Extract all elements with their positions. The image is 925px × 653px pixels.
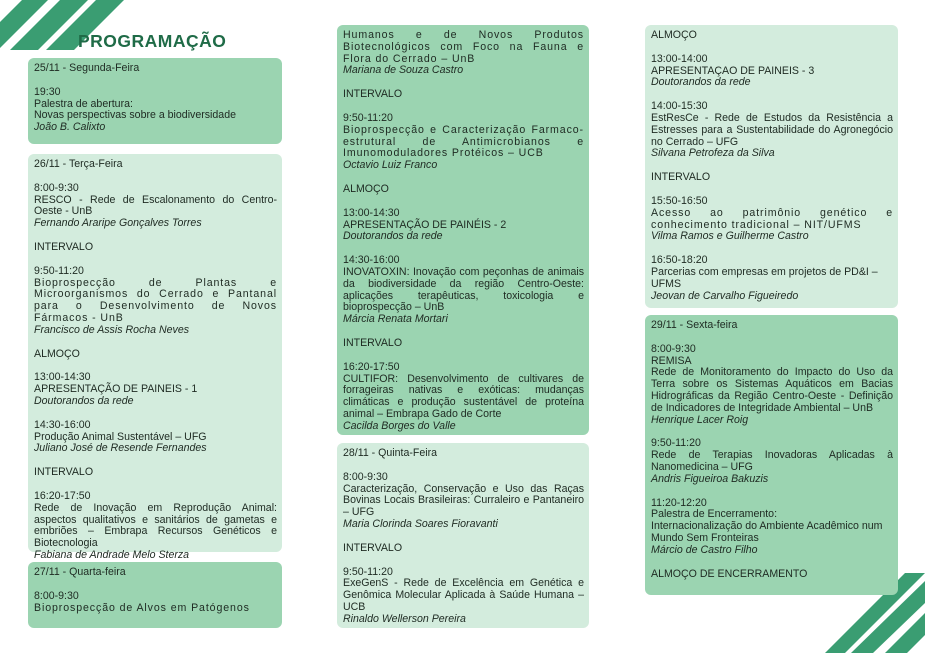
session xyxy=(343,472,584,531)
session-speaker: Octavio Luiz Franco xyxy=(343,159,438,172)
session xyxy=(343,362,584,433)
session-speaker: Silvana Petrofeza da Silva xyxy=(651,147,775,160)
session-speaker: Henrique Lacer Roig xyxy=(651,413,749,426)
lunch-label: ALMOÇO xyxy=(651,29,697,41)
session-time: 11:20-12:20 xyxy=(651,496,707,509)
session-title: Rede de Inovação em Reprodução Animal: aspectos qualitativos e sanitários de gametas e embriões – Embrapa Recursos Genéticos e Biotecnologia xyxy=(34,501,277,550)
closing-lunch-label: ALMOÇO DE ENCERRAMENTO xyxy=(651,567,808,580)
session-title: APRESENTAÇÃO DE PAINÉIS - 2 xyxy=(343,218,507,231)
session-speaker: Francisco de Assis Rocha Neves xyxy=(34,323,190,336)
interval-label: INTERVALO xyxy=(343,336,403,349)
session-title: Acesso ao patrimônio genético e conhecimento tradicional – NIT/UFMS xyxy=(651,206,893,231)
session-speaker: Cacilda Borges do Valle xyxy=(343,419,456,432)
session-time: 8:00-9:30 xyxy=(34,589,79,602)
interval-label: INTERVALO xyxy=(343,88,403,101)
session-time: 9:50-11:20 xyxy=(343,111,393,124)
session-title: CULTIFOR: Desenvolvimento de cultivares de forrageiras nativas e exóticas: mudanças climáticas e produção sustentável de proteína animal – Embrapa Gado de Corte xyxy=(343,372,584,420)
interval-label: INTERVALO xyxy=(343,541,403,554)
session-title: Parcerias com empresas em projetos de PD&I – UFMS xyxy=(651,265,878,290)
session-time: 9:50-11:20 xyxy=(651,437,701,450)
day-card-thursday-continued xyxy=(645,25,898,308)
day-card-tuesday xyxy=(28,154,282,561)
session-title: Caracterização, Conservação e Uso das Raças Bovinas Locais Brasileiras: Curraleiro e Pantaneiro – UFG xyxy=(343,482,584,519)
session-time: 16:50-18:20 xyxy=(651,254,708,267)
session-title: Bioprospecção de Plantas e Microorganismos do Cerrado e Pantanal para o Desenvolvimento de Novos Fármacos - UnB xyxy=(34,276,277,324)
session-time: 19:30 xyxy=(34,85,61,98)
session-title: Rede de Terapias Inovadoras Aplicadas à Nanomedicina – UFG xyxy=(651,449,893,473)
day-card-wednesday xyxy=(28,562,282,628)
session xyxy=(343,255,584,326)
session-title: ExeGenS - Rede de Excelência em Genética e Genômica Molecular Aplicada à Saúde Humana – UCB xyxy=(343,577,584,613)
session xyxy=(34,183,277,230)
session-label: Palestra de abertura: xyxy=(34,97,133,110)
day-heading: 27/11 - Quarta-feira xyxy=(34,566,126,578)
session-speaker: Rinaldo Wellerson Pereira xyxy=(343,612,466,625)
session-speaker: João B. Calixto xyxy=(34,121,106,134)
session-title: Bioprospecção e Caracterização Farmaco-estrutural de Antimicrobianos e Imunomoduladores Protéicos – UCB xyxy=(343,123,584,160)
session xyxy=(651,344,893,427)
session-label: Palestra de Encerramento: xyxy=(651,508,778,521)
day-card-friday xyxy=(645,315,898,595)
session-time: 8:00-9:30 xyxy=(343,470,388,483)
day-card-thursday xyxy=(337,443,589,628)
session-title: Internacionalização do Ambiente Acadêmico num Mundo Sem Fronteiras xyxy=(651,520,883,544)
session-title: EstResCe - Rede de Estudos da Resistência a Estresses para a Sustentabilidade do Agronegócio no Cerrado – UFG xyxy=(651,111,893,148)
day-card-monday xyxy=(28,58,282,144)
session-time: 13:00-14:00 xyxy=(651,52,708,65)
session xyxy=(651,438,893,485)
session-speaker: Maria Clorinda Soares Fioravanti xyxy=(343,517,498,530)
session-time: 8:00-9:30 xyxy=(34,181,79,194)
session-time: 8:00-9:30 xyxy=(651,342,696,355)
day-card-wednesday-continued xyxy=(337,25,589,435)
session-time: 14:00-15:30 xyxy=(651,100,708,113)
session-title: Humanos e de Novos Produtos Biotecnológicos com Foco na Fauna e Flora do Cerrado – UnB xyxy=(343,29,584,65)
interval-label: INTERVALO xyxy=(34,466,94,479)
session-speaker: Vilma Ramos e Guilherme Castro xyxy=(651,230,809,243)
session-time: 16:20-17:50 xyxy=(34,489,91,502)
lunch-label: ALMOÇO xyxy=(34,347,80,360)
session-speaker: Fabiana de Andrade Melo Sterza xyxy=(34,548,190,561)
session xyxy=(343,30,584,77)
session-speaker: Doutorandos da rede xyxy=(34,394,134,407)
interval-label: INTERVALO xyxy=(34,240,94,253)
session-title: Produção Animal Sustentável – UFG xyxy=(34,430,207,443)
day-heading: 26/11 - Terça-Feira xyxy=(34,158,123,170)
session-title: Bioprospecção de Alvos em Patógenos xyxy=(34,601,250,614)
session xyxy=(651,101,893,160)
session xyxy=(34,266,277,337)
page-title: PROGRAMAÇÃO xyxy=(78,31,227,51)
session-code: REMISA xyxy=(651,354,692,367)
session xyxy=(651,498,893,557)
day-heading: 29/11 - Sexta-feira xyxy=(651,319,738,331)
session-speaker: Doutorandos da rede xyxy=(343,230,443,243)
session-speaker: Márcio de Castro Filho xyxy=(651,543,758,556)
session-speaker: Jeovan de Carvalho Figueiredo xyxy=(651,289,799,302)
session-time: 13:00-14:30 xyxy=(34,371,91,384)
session xyxy=(343,113,584,172)
session xyxy=(34,372,277,407)
session xyxy=(651,54,893,89)
session-title: APRESENTAÇAO DE PAINEIS - 3 xyxy=(651,64,815,77)
session-time: 14:30-16:00 xyxy=(34,418,91,431)
session-speaker: Mariana de Souza Castro xyxy=(343,64,464,77)
session xyxy=(651,255,893,302)
day-heading: 25/11 - Segunda-Feira xyxy=(34,62,140,74)
session xyxy=(651,196,893,243)
session-title: RESCO - Rede de Escalonamento do Centro-Oeste - UnB xyxy=(34,193,277,218)
lunch-label: ALMOÇO xyxy=(343,182,389,195)
session-title: Novas perspectivas sobre a biodiversidade xyxy=(34,109,236,122)
session-time: 9:50-11:20 xyxy=(343,565,393,578)
session-title: INOVATOXIN: Inovação com peçonhas de animais da biodiversidade da região Centro-Oeste: aplicações terapêuticas, toxicologia e bioprospecção – UnB xyxy=(343,265,584,314)
session-speaker: Juliano José de Resende Fernandes xyxy=(34,442,207,455)
session-time: 9:50-11:20 xyxy=(34,264,84,277)
session-time: 14:30-16:00 xyxy=(343,254,400,267)
session-time: 15:50-16:50 xyxy=(651,194,708,207)
session xyxy=(34,420,277,455)
session xyxy=(34,491,277,562)
session-time: 16:20-17:50 xyxy=(343,360,400,373)
session-speaker: Andris Figueiroa Bakuzis xyxy=(651,472,769,485)
session xyxy=(343,208,584,243)
interval-label: INTERVALO xyxy=(651,171,711,184)
session xyxy=(343,567,584,626)
day-heading: 28/11 - Quinta-Feira xyxy=(343,447,438,459)
session-title: APRESENTAÇÃO DE PAINEIS - 1 xyxy=(34,383,198,396)
session-title: Rede de Monitoramento do Impacto do Uso da Terra sobre os Sistemas Aquáticos em Bacias Hidrográficas da Região Centro-Oeste - Definição de Indicadores de Integridade Ambiental – UnB xyxy=(651,366,893,414)
session-speaker: Fernando Araripe Gonçalves Torres xyxy=(34,217,202,230)
session-time: 13:00-14:30 xyxy=(343,206,400,219)
session-speaker: Márcia Renata Mortari xyxy=(343,313,448,326)
session-speaker: Doutorandos da rede xyxy=(651,76,751,89)
